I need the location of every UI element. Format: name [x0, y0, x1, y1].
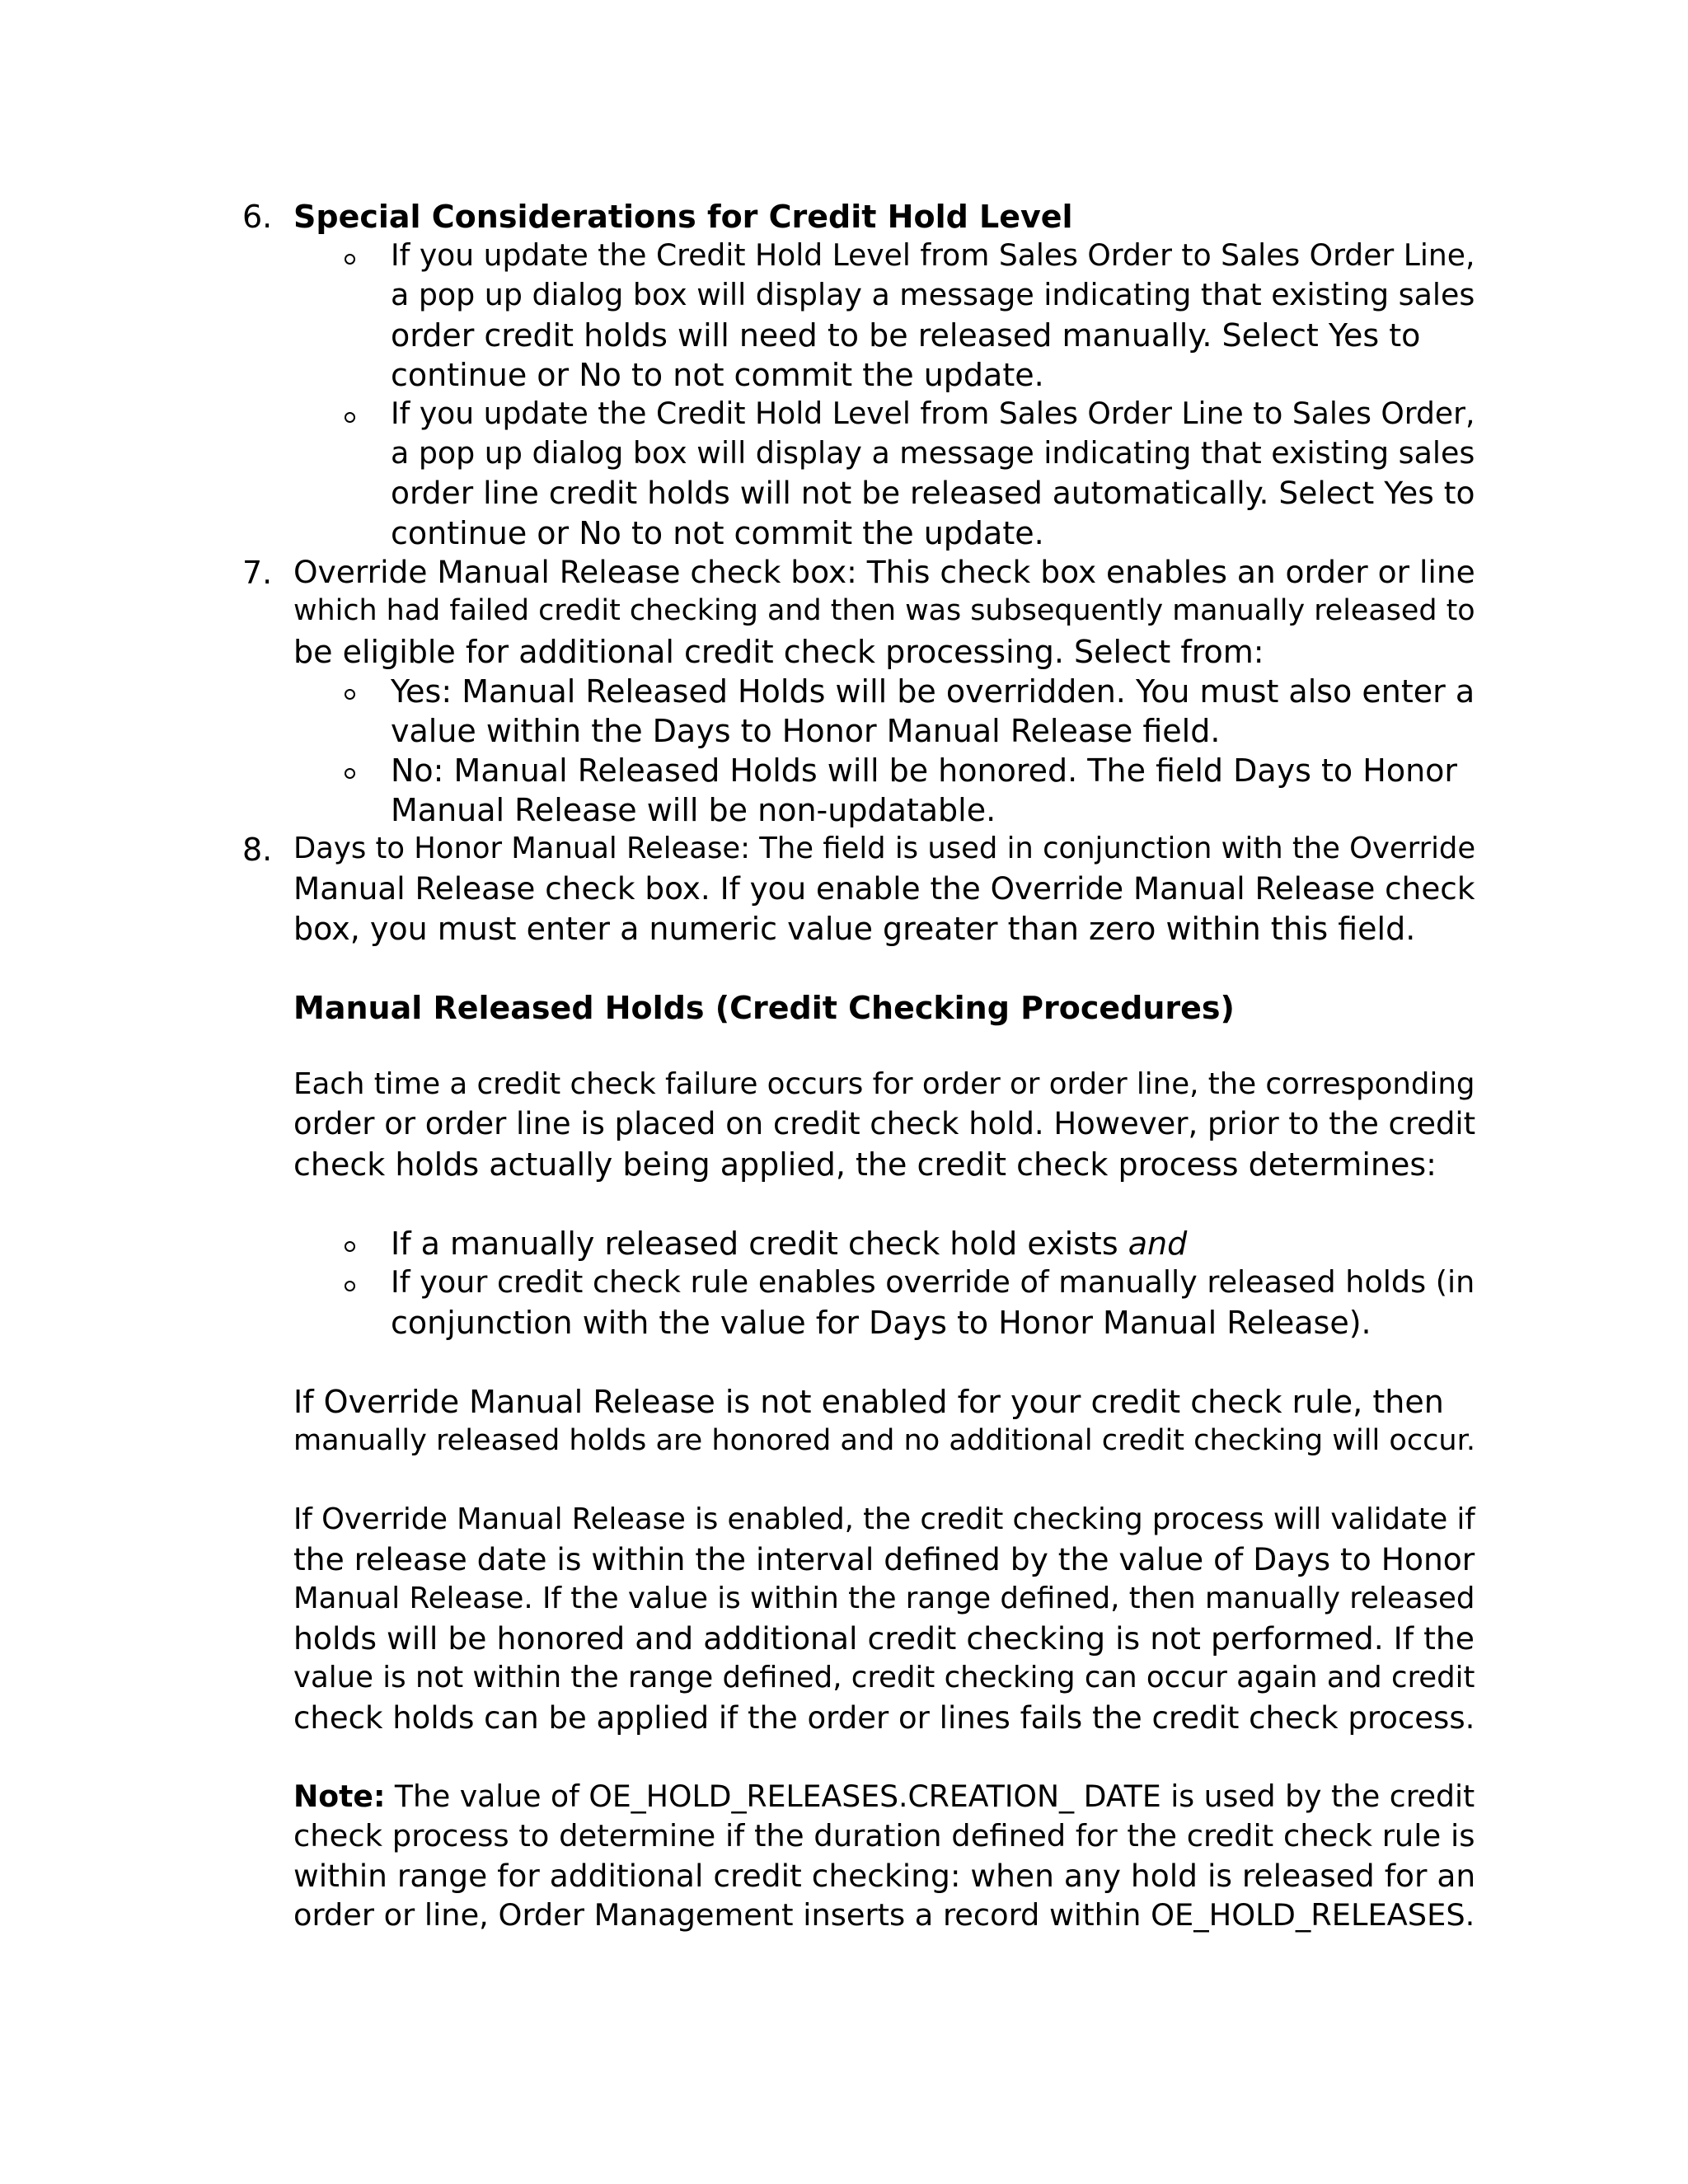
text-line: If your credit check rule enables override of manually released holds (in: [391, 1264, 1475, 1300]
text-line: Yes: Manual Released Holds will be overridden. You must also enter a: [391, 673, 1475, 710]
text-line: No: Manual Released Holds will be honored. The field Days to Honor: [391, 752, 1458, 789]
text-line: a pop up dialog box will display a message indicating that existing sales: [391, 277, 1475, 312]
emphasis-text: and: [1128, 1226, 1188, 1262]
text-line: order or line, Order Management inserts a record within OE_HOLD_RELEASES.: [293, 1897, 1475, 1933]
text-line: Manual Release. If the value is within the range defined, then manually released: [293, 1582, 1475, 1615]
bullet-icon: [345, 689, 355, 700]
bullet-icon: [345, 254, 355, 265]
bullet-icon: [345, 1281, 355, 1291]
text-line: holds will be honored and additional credit checking is not performed. If the: [293, 1620, 1475, 1657]
text-line: continue or No to not commit the update.: [391, 515, 1044, 551]
text-line: value within the Days to Honor Manual Release field.: [391, 713, 1221, 749]
text-line: order credit holds will need to be released manually. Select Yes to: [391, 317, 1421, 354]
text-line: If Override Manual Release is not enabled for your credit check rule, then: [293, 1384, 1444, 1420]
note-text: The value of OE_HOLD_RELEASES.CREATION_ DATE is used by the credit: [385, 1779, 1475, 1814]
text-line: within range for additional credit checking: when any hold is released for an: [293, 1858, 1476, 1894]
text-line: continue or No to not commit the update.: [391, 357, 1044, 393]
text-line: the release date is within the interval defined by the value of Days to Honor: [293, 1541, 1475, 1577]
text-line: [391, 1226, 1188, 1262]
text-line: order or order line is placed on credit check hold. However, prior to the credit: [293, 1106, 1476, 1141]
list-number: 8.: [242, 832, 273, 868]
text-line: Manual Release check box. If you enable the Override Manual Release check: [293, 870, 1475, 907]
text-line: conjunction with the value for Days to Honor Manual Release).: [391, 1305, 1372, 1341]
text-line: box, you must enter a numeric value greater than zero within this field.: [293, 911, 1416, 947]
text-line: If you update the Credit Hold Level from Sales Order Line to Sales Order,: [391, 396, 1475, 431]
text-line: Each time a credit check failure occurs for order or order line, the corresponding: [293, 1067, 1475, 1101]
text-line: If Override Manual Release is enabled, the credit checking process will validate if: [293, 1502, 1475, 1536]
bullet-icon: [345, 412, 355, 423]
text-line: Override Manual Release check box: This check box enables an order or line: [293, 554, 1475, 590]
text-line: manually released holds are honored and no additional credit checking will occur.: [293, 1423, 1475, 1457]
list-number: 6.: [242, 199, 273, 235]
note-line: [293, 1779, 1475, 1814]
text-line: which had failed credit checking and then was subsequently manually released to: [293, 594, 1475, 627]
text-line: check holds actually being applied, the credit check process determines:: [293, 1146, 1437, 1183]
text-line: be eligible for additional credit check processing. Select from:: [293, 634, 1264, 670]
bullet-icon: [345, 1241, 355, 1252]
text-line: check holds can be applied if the order or lines fails the credit check process.: [293, 1700, 1475, 1736]
text-line: a pop up dialog box will display a message indicating that existing sales: [391, 435, 1475, 471]
note-label: Note:: [293, 1779, 386, 1814]
text-line: If you update the Credit Hold Level from Sales Order to Sales Order Line,: [391, 237, 1475, 273]
section-heading: Manual Released Holds (Credit Checking Procedures): [293, 990, 1235, 1026]
list-number: 7.: [242, 555, 273, 591]
text-line: check process to determine if the duration defined for the credit check rule is: [293, 1818, 1475, 1854]
text-line: Days to Honor Manual Release: The field is used in conjunction with the Override: [293, 832, 1476, 865]
bullet-text: If a manually released credit check hold exists: [391, 1226, 1128, 1262]
text-line: order line credit holds will not be released automatically. Select Yes to: [391, 475, 1475, 511]
text-line: value is not within the range defined, credit checking can occur again and credit: [293, 1661, 1475, 1694]
text-line: Manual Release will be non-updatable.: [391, 792, 996, 828]
bullet-icon: [345, 768, 355, 779]
item-heading: Special Considerations for Credit Hold Level: [293, 199, 1073, 235]
